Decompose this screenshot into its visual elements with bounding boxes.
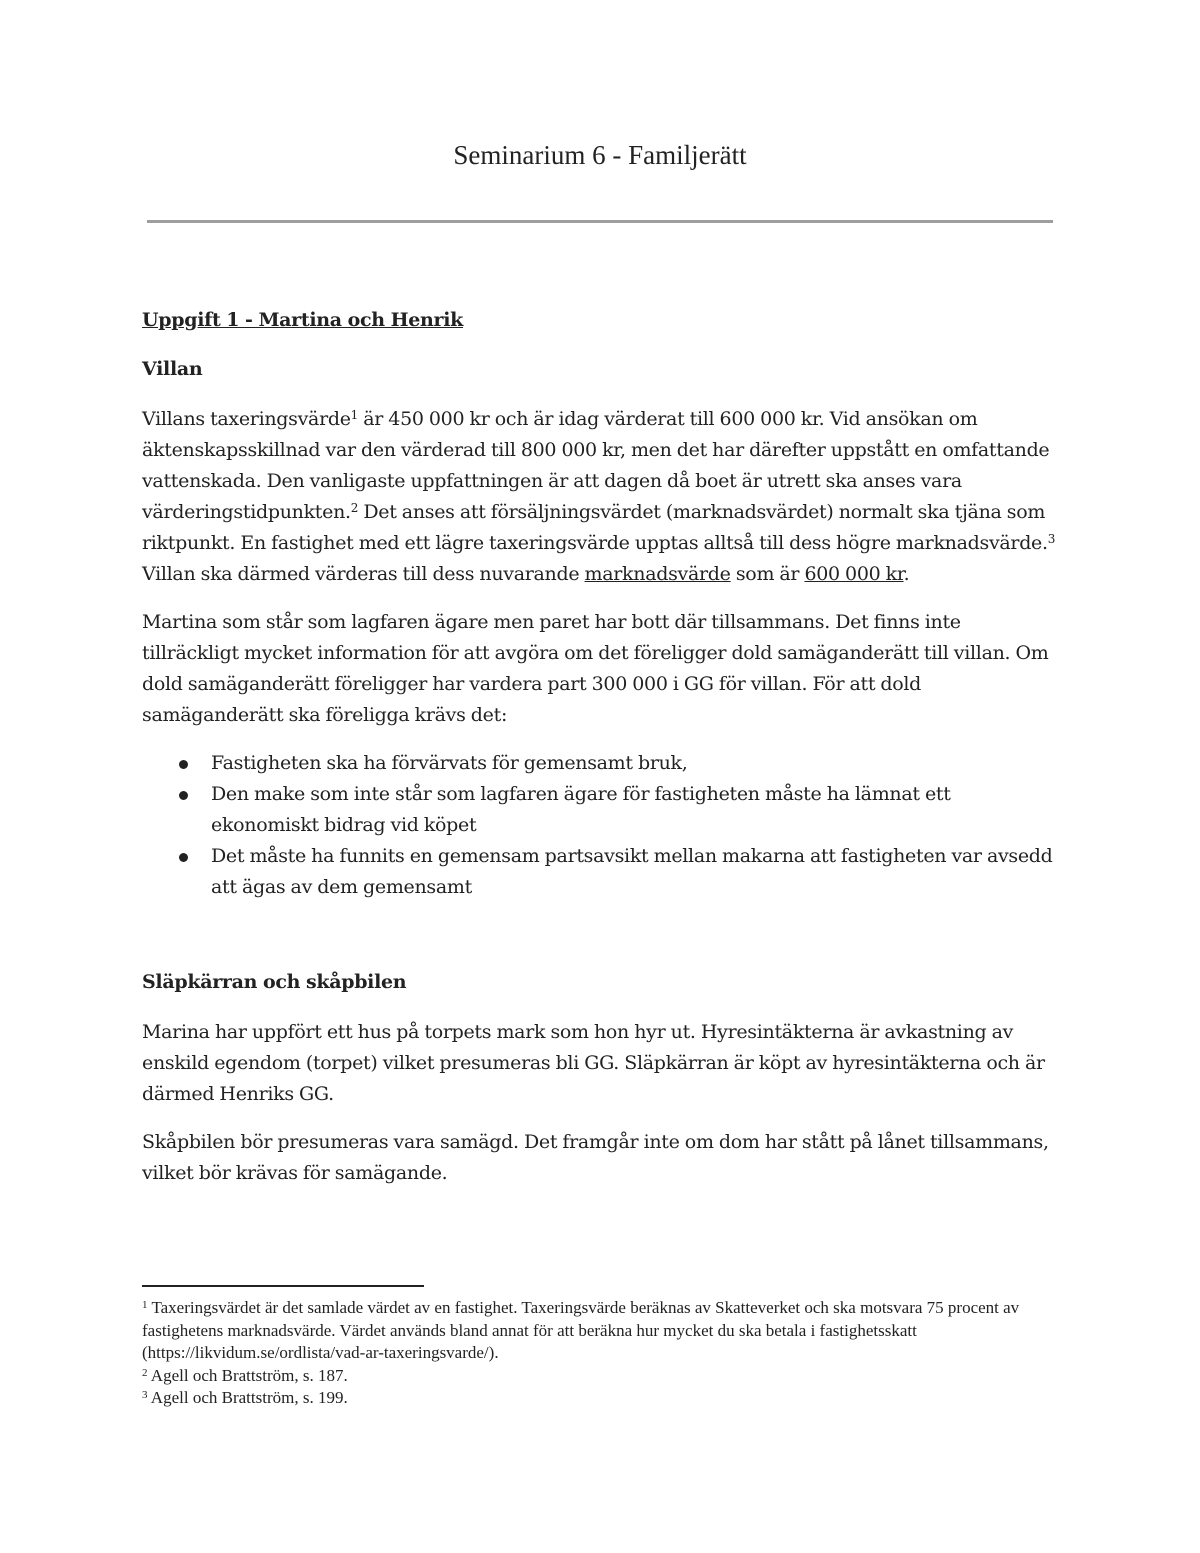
title-divider (147, 220, 1053, 223)
footnotes (142, 1297, 1062, 1410)
list-item (211, 779, 1062, 841)
underlined-text: marknadsvärde (584, 563, 731, 585)
document-body (142, 305, 1062, 1206)
subsection-heading-villan: Villan (142, 358, 203, 380)
text-run: . (903, 563, 910, 585)
section-heading: Uppgift 1 - Martina och Henrik (142, 309, 464, 331)
footnote-ref-2[interactable]: 2 (350, 501, 359, 515)
footnote-divider (142, 1285, 424, 1287)
footnote-3 (142, 1387, 1062, 1410)
paragraph-villan-valuation (142, 404, 1062, 590)
bullet-list (142, 748, 1062, 903)
document-title: Seminarium 6 - Familjerätt (453, 140, 747, 170)
footnote-2 (142, 1365, 1062, 1388)
paragraph-villan-ownership: Martina som står som lagfaren ägare men paret har bott där tillsammans. Det finns inte tillräckligt mycket information för att avgöra om det föreligger dold samäganderätt till villan. Om dold samäganderätt föreligger har vardera part 300 000 i GG för villan. För att dold samäganderätt ska föreligga krävs det: (142, 611, 1049, 726)
footnote-ref-1[interactable]: 1 (350, 408, 358, 422)
footnote-number: 2 (142, 1366, 148, 1379)
paragraph-slapkarran: Marina har uppfört ett hus på torpets mark som hon hyr ut. Hyresintäkterna är avkastning av enskild egendom (torpet) vilket presumeras bli GG. Släpkärran är köpt av hyresintäkterna och är därmed Henriks GG. (142, 1021, 1045, 1105)
bullet-icon (179, 853, 188, 862)
paragraph-skapbilen: Skåpbilen bör presumeras vara samägd. Det framgår inte om dom har stått på lånet tillsammans, vilket bör krävas för samägande. (142, 1131, 1049, 1184)
list-item-text: Det måste ha funnits en gemensam partsavsikt mellan makarna att fastigheten var avsedd att ägas av dem gemensamt (211, 845, 1053, 898)
spacer (142, 903, 1062, 967)
text-run: Villan ska därmed värderas till dess nuvarande (142, 563, 585, 585)
list-item-text: Den make som inte står som lagfaren ägare för fastigheten måste ha lämnat ett ekonomiskt bidrag vid köpet (211, 783, 951, 836)
text-run: som är (730, 563, 805, 585)
list-item-text: Fastigheten ska ha förvärvats för gemensamt bruk, (211, 752, 688, 774)
footnote-text: Agell och Brattström, s. 199. (147, 1388, 348, 1407)
bullet-icon (179, 760, 188, 769)
footnote-number: 1 (142, 1299, 148, 1311)
bullet-icon (179, 791, 188, 800)
footnote-ref-3[interactable]: 3 (1047, 532, 1056, 546)
list-item (211, 841, 1062, 903)
footnote-text: Taxeringsvärdet är det samlade värdet av en fastighet. Taxeringsvärde beräknas av Skatteverket och ska motsvara 75 procent av fastighetens marknadsvärde. Värdet används bland annat för att beräkna hur mycket du ska betala i fastighetsskatt (https://likvidum.se/ordlista/vad-ar-taxeringsvarde/). (142, 1298, 1020, 1362)
footnote-number: 3 (142, 1389, 148, 1401)
text-run: Det anses att försäljningsvärdet (marknadsvärdet) normalt ska tjäna som riktpunkt. En fastighet med ett lägre taxeringsvärde upptas alltså till dess högre marknadsvärde. (142, 501, 1048, 554)
text-run: Villans taxeringsvärde (142, 408, 351, 430)
list-item (211, 748, 1062, 779)
underlined-text: 600 000 kr (804, 563, 904, 585)
footnote-1 (142, 1297, 1062, 1365)
footnote-text: Agell och Brattström, s. 187. (147, 1365, 348, 1385)
subsection-heading-slapkarran: Släpkärran och skåpbilen (142, 971, 407, 993)
text-run: är 450 000 kr och är idag värderat till 600 000 kr. Vid ansökan om äktenskapsskillnad var den värderad till 800 000 kr, men det har därefter uppstått en omfattande vattenskada. Den vanligaste uppfattningen är att dagen då boet är utrett ska anses vara värderingstidpunkten. (142, 408, 1050, 523)
